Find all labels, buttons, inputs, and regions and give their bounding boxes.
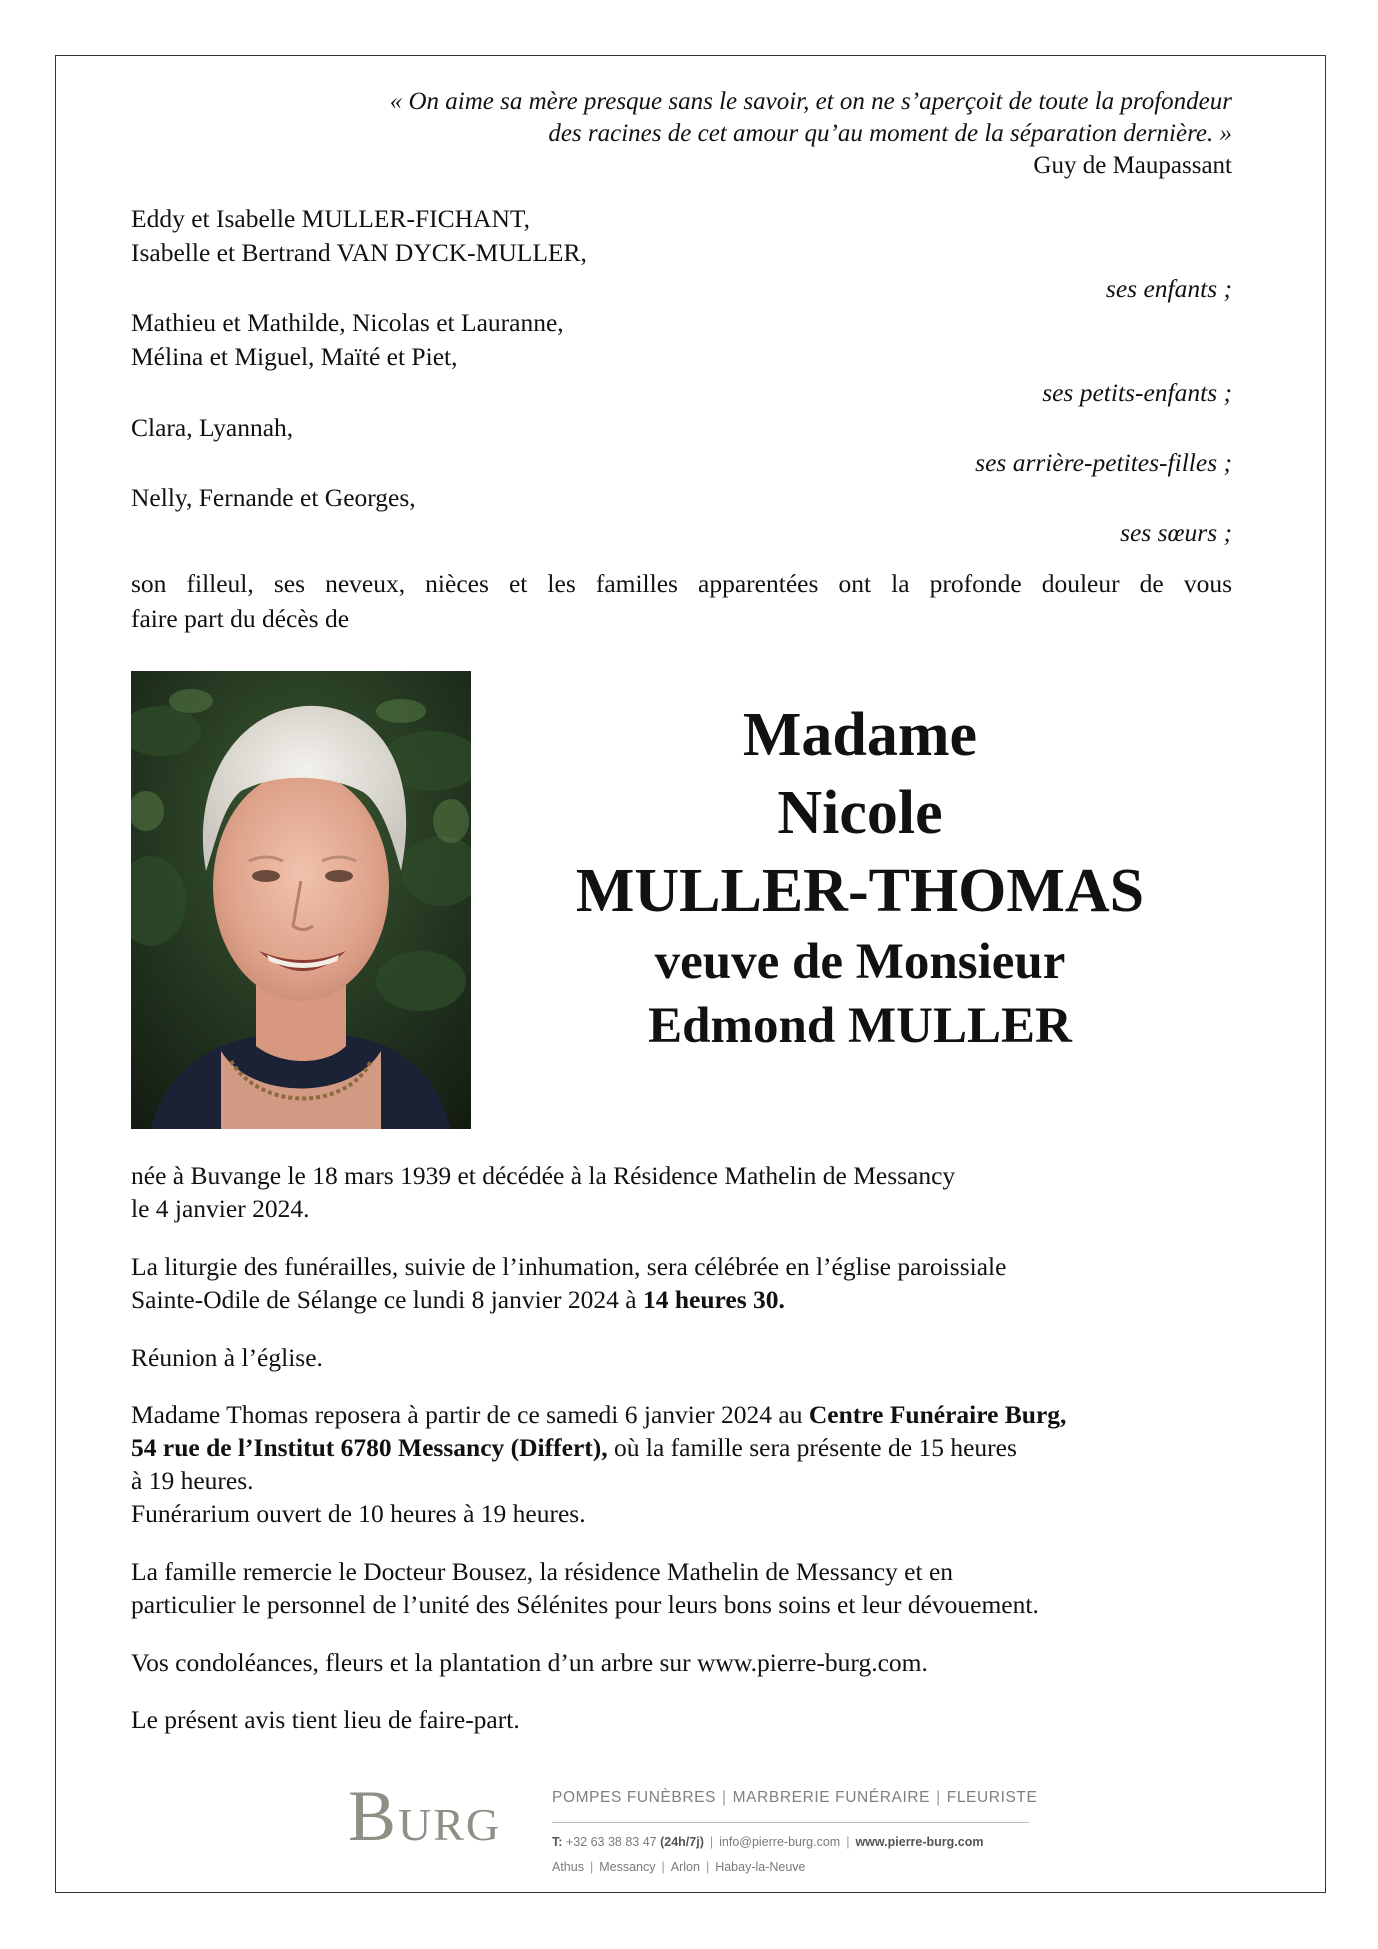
footer-cities: Athus | Messancy | Arlon | Habay-la-Neuve: [552, 1860, 806, 1874]
deceased-name-block: [500, 696, 1220, 1058]
viewing-line-4: Funérarium ouvert de 10 heures à 19 heures.: [131, 1499, 586, 1528]
viewing-line-1-text: Madame Thomas reposera à partir de ce samedi 6 janvier 2024 au: [131, 1400, 809, 1429]
service-funeral: POMPES FUNÈBRES: [552, 1789, 717, 1806]
intro-line-2: faire part du décès de: [131, 604, 350, 633]
children-line-2: Isabelle et Bertrand VAN DYCK-MULLER,: [131, 238, 587, 267]
viewing-line-1: [131, 1398, 1241, 1431]
svg-text:URG: URG: [398, 1799, 502, 1848]
quote: [130, 86, 1232, 182]
footer-services: POMPES FUNÈBRES | MARBRERIE FUNÉRAIRE | FLEURISTE: [552, 1789, 1038, 1806]
spouse-name: Edmond MULLER: [648, 998, 1072, 1054]
phone-hours: (24h/7j): [660, 1835, 704, 1849]
condolences-paragraph: Vos condoléances, fleurs et la plantation d’un arbre sur www.pierre-burg.com.: [131, 1648, 928, 1677]
intro: [131, 566, 1232, 636]
liturgy-line-2: [131, 1283, 1241, 1316]
portrait-photo: [131, 671, 471, 1129]
footer-contact: T: +32 63 38 83 47 (24h/7j) | info@pierre-burg.com | www.pierre-burg.com: [552, 1835, 984, 1849]
birth-death-paragraph: [131, 1159, 1241, 1225]
funeral-center-name: Centre Funéraire Burg,: [808, 1400, 1067, 1429]
sisters-line: Nelly, Fernande et Georges,: [131, 483, 416, 512]
city-athus: Athus: [552, 1860, 584, 1874]
website-link[interactable]: www.pierre-burg.com: [855, 1835, 984, 1849]
email-link[interactable]: info@pierre-burg.com: [719, 1835, 841, 1849]
intro-line-1: son filleul, ses neveux, nièces et les familles apparentées ont la profonde douleur de vous: [131, 569, 1232, 598]
quote-author: Guy de Maupassant: [1033, 152, 1232, 179]
great-grandchildren-role: ses arrière-petites-filles ;: [975, 448, 1232, 477]
liturgy-time: 14 heures 30.: [642, 1285, 785, 1314]
deceased-first-name: Nicole: [777, 779, 943, 847]
children-line-1: Eddy et Isabelle MULLER-FICHANT,: [131, 204, 530, 233]
deceased-last-name: MULLER-THOMAS: [575, 857, 1145, 925]
widow-line: veuve de Monsieur: [654, 934, 1066, 990]
thanks-line-1: La famille remercie le Docteur Bousez, la résidence Mathelin de Messancy et en: [131, 1557, 954, 1586]
phone-number: +32 63 38 83 47: [565, 1835, 657, 1849]
birth-line-2: le 4 janvier 2024.: [131, 1194, 310, 1223]
grandchildren-role: ses petits-enfants ;: [1042, 378, 1232, 407]
liturgy-paragraph: [131, 1250, 1241, 1316]
funeral-center-address: 54 rue de l’Institut 6780 Messancy (Differt),: [131, 1433, 608, 1462]
city-messancy: Messancy: [599, 1860, 656, 1874]
grandchildren-line-2: Mélina et Miguel, Maïté et Piet,: [131, 342, 458, 371]
grandchildren-line-1: Mathieu et Mathilde, Nicolas et Lauranne,: [131, 308, 564, 337]
liturgy-line-1: La liturgie des funérailles, suivie de l’inhumation, sera célébrée en l’église paroissiale: [131, 1252, 1007, 1281]
service-florist: FLEURISTE: [946, 1789, 1038, 1806]
phone-label: T:: [552, 1835, 563, 1849]
sisters-role: ses sœurs ;: [1120, 518, 1232, 547]
great-grandchildren-line: Clara, Lyannah,: [131, 413, 294, 442]
children-role: ses enfants ;: [1105, 274, 1232, 303]
reunion-paragraph: Réunion à l’église.: [131, 1343, 323, 1372]
viewing-paragraph: [131, 1398, 1241, 1530]
city-arlon: Arlon: [670, 1860, 700, 1874]
quote-line-2: des racines de cet amour qu’au moment de la séparation dernière. »: [548, 120, 1232, 147]
thanks-paragraph: [131, 1555, 1241, 1621]
viewing-line-2: [131, 1431, 1241, 1464]
birth-line-1: née à Buvange le 18 mars 1939 et décédée à la Résidence Mathelin de Messancy: [131, 1161, 956, 1190]
service-marble: MARBRERIE FUNÉRAIRE: [732, 1789, 931, 1806]
viewing-line-3: à 19 heures.: [131, 1466, 254, 1495]
city-habay: Habay-la-Neuve: [715, 1860, 806, 1874]
burg-logo-text: B: [348, 1778, 397, 1848]
footer-divider: [552, 1822, 1029, 1823]
deceased-title: Madame: [742, 701, 978, 769]
notice-paragraph: Le présent avis tient lieu de faire-part.: [131, 1705, 520, 1734]
burg-logo: [340, 1778, 520, 1848]
quote-line-1: « On aime sa mère presque sans le savoir, et on ne s’aperçoit de toute la profondeur: [389, 88, 1232, 115]
viewing-line-2-text: où la famille sera présente de 15 heures: [607, 1433, 1017, 1462]
liturgy-line-2-text: Sainte-Odile de Sélange ce lundi 8 janvier 2024 à: [131, 1285, 643, 1314]
thanks-line-2: particulier le personnel de l’unité des Sélénites pour leurs bons soins et leur dévouement.: [131, 1590, 1039, 1619]
